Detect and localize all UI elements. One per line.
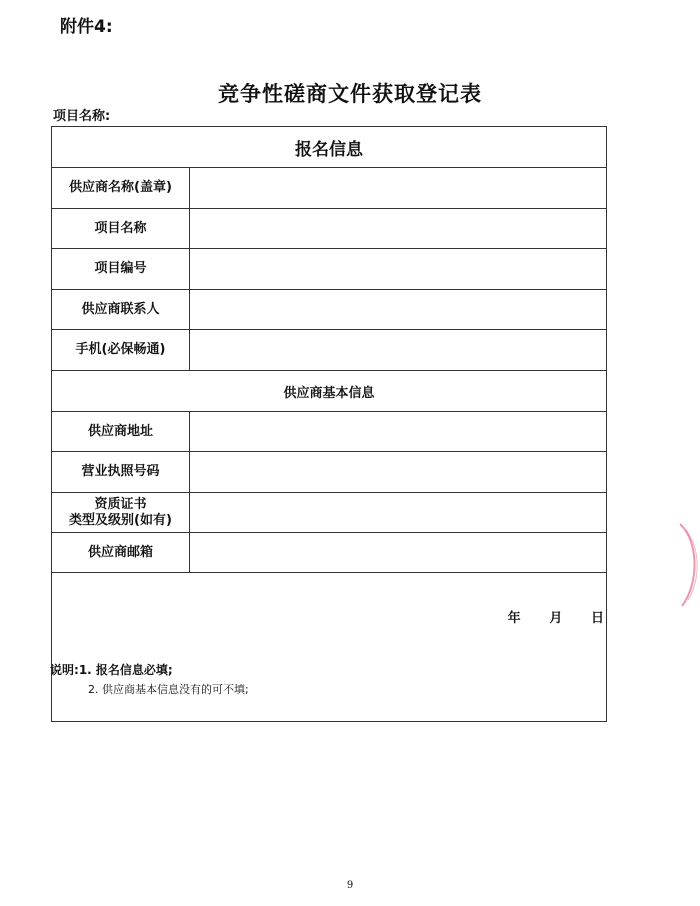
supplier-email-field[interactable]: [189, 533, 606, 572]
business-license-label: 营业执照号码: [52, 452, 190, 492]
supplier-address-field[interactable]: [189, 412, 606, 451]
date-month: 月: [549, 611, 563, 626]
section-title-basic-info: 供应商基本信息: [52, 370, 606, 411]
form-row-address: [52, 411, 606, 451]
business-license-field[interactable]: [189, 452, 606, 492]
form-row-qualification: [52, 492, 606, 532]
page-title: 竞争性磋商文件获取登记表: [218, 82, 482, 106]
project-name-row-label: 项目名称: [52, 209, 190, 248]
qualification-label-line2: 类型及级别(如有): [69, 512, 172, 528]
note-item-2: 2. 供应商基本信息没有的可不填;: [88, 683, 249, 696]
supplier-name-label: 供应商名称(盖章): [52, 168, 190, 208]
contact-person-label: 供应商联系人: [52, 290, 190, 329]
project-number-label: 项目编号: [52, 249, 190, 289]
contact-person-field[interactable]: [189, 290, 606, 329]
supplier-email-label: 供应商邮箱: [52, 533, 190, 572]
qualification-field[interactable]: [189, 493, 606, 532]
supplier-name-field[interactable]: [189, 168, 606, 208]
project-number-field[interactable]: [189, 249, 606, 289]
section-title-registration: 报名信息: [295, 139, 363, 160]
registration-form: [51, 126, 607, 722]
project-name-field[interactable]: [189, 209, 606, 248]
form-row-mobile: [52, 329, 606, 370]
form-row-project-number: [52, 248, 606, 289]
form-row-project-name: [52, 208, 606, 248]
project-name-label: 项目名称:: [53, 109, 111, 124]
notes: [50, 661, 249, 697]
form-row-supplier-name: [52, 167, 606, 208]
seal-stamp-fragment: [676, 520, 700, 610]
mobile-field[interactable]: [189, 330, 606, 370]
date-day: 日: [590, 611, 604, 626]
footer-area: [52, 572, 606, 721]
qualification-label: [52, 493, 190, 532]
page-number: 9: [346, 880, 354, 891]
form-row-email: [52, 532, 606, 572]
mobile-label: 手机(必保畅通): [52, 330, 190, 370]
form-row-license: [52, 451, 606, 492]
attachment-label: 附件4:: [60, 17, 113, 37]
form-row-contact: [52, 289, 606, 329]
date-line: [502, 607, 604, 626]
date-year: 年: [507, 611, 521, 626]
notes-prefix: 说明:: [50, 663, 79, 677]
qualification-label-line1: 资质证书: [94, 496, 147, 512]
supplier-address-label: 供应商地址: [52, 412, 190, 451]
note-item-1: 1. 报名信息必填;: [78, 663, 173, 677]
